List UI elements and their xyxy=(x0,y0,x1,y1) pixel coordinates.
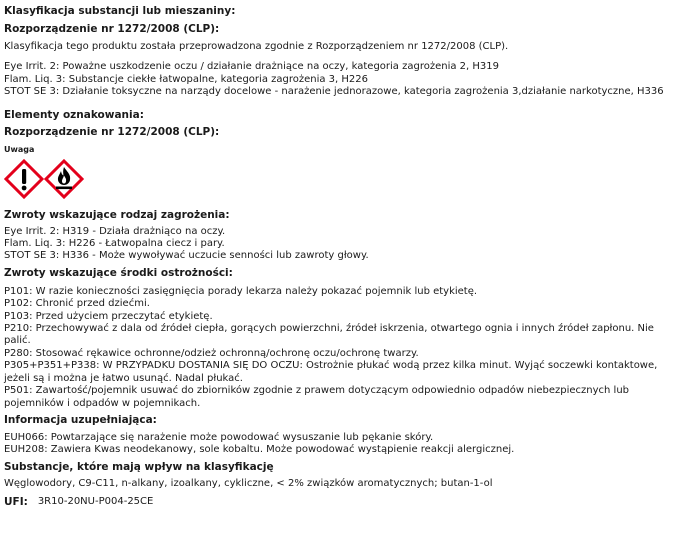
hazard-title: Zwroty wskazujące rodzaj zagrożenia: xyxy=(4,208,230,221)
precaution-item: P305+P351+P338: W PRZYPADKU DOSTANIA SIĘ DO OCZU: Ostrożnie płukać wodą przez kilka minut. Wyjąć soczewki kontaktowe, jeżeli są i można je łatwo usunąć. Nadal płukać. xyxy=(4,360,658,384)
ufi-row xyxy=(4,496,682,509)
classification-item: Flam. Liq. 3: Substancje ciekłe łatwopalne, kategoria zagrożenia 3, H226 xyxy=(4,73,369,85)
supplementary-item: EUH066: Powtarzające się narażenie może powodować wysuszanie lub pękanie skóry. xyxy=(4,431,434,443)
precaution-item: P501: Zawartość/pojemnik usuwać do zbiorników zgodnie z prawem dotyczącym odpowiednio odpadów niebezpiecznych lub pojemników i odpadów w pojemnikach. xyxy=(4,385,630,409)
precaution-title: Zwroty wskazujące środki ostrożności: xyxy=(4,266,233,279)
precaution-item: P101: W razie konieczności zasięgnięcia porady lekarza należy pokazać pojemnik lub etykietę. xyxy=(4,285,478,297)
classification-regulation: Rozporządzenie nr 1272/2008 (CLP): xyxy=(4,23,220,35)
hazard-item: Eye Irrit. 2: H319 - Działa drażniąco na oczy. xyxy=(4,225,226,237)
supplementary-item: EUH208: Zawiera Kwas neodekanowy, sole kobaltu. Może powodować wystąpienie reakcji alergicznej. xyxy=(4,444,515,456)
substances-text: Węglowodory, C9-C11, n-alkany, izoalkany, cykliczne, < 2% związków aromatycznych; butan-1-ol xyxy=(4,477,493,489)
classification-item: Eye Irrit. 2: Poważne uszkodzenie oczu / działanie drażniące na oczy, kategoria zagrożenia 2, H319 xyxy=(4,61,499,73)
substances-title: Substancje, które mają wpływ na klasyfikację xyxy=(4,460,274,473)
flame-icon xyxy=(44,159,84,199)
classification-title: Klasyfikacja substancji lub mieszaniny: xyxy=(4,5,236,17)
ufi-label: UFI: xyxy=(4,496,28,509)
pictogram-row xyxy=(4,159,682,201)
precaution-item: P210: Przechowywać z dala od źródeł ciepła, gorących powierzchni, źródeł iskrzenia, otwartego ognia i innych źródeł zapłonu. Nie palić. xyxy=(4,323,654,347)
hazard-item: Flam. Liq. 3: H226 - Łatwopalna ciecz i pary. xyxy=(4,238,225,250)
precaution-item: P280: Stosować rękawice ochronne/odzież ochronną/ochronę oczu/ochronę twarzy. xyxy=(4,347,419,359)
labelling-regulation: Rozporządzenie nr 1272/2008 (CLP): xyxy=(4,125,220,138)
precaution-item: P102: Chronić przed dziećmi. xyxy=(4,298,150,310)
ufi-code: 3R10-20NU-P004-25CE xyxy=(37,496,154,508)
classification-intro: Klasyfikacja tego produktu została przeprowadzona zgodnie z Rozporządzeniem nr 1272/2008 (CLP). xyxy=(4,41,509,52)
classification-item: STOT SE 3: Działanie toksyczne na narządy docelowe - narażenie jednorazowe, kategoria zagrożenia 3,działanie narkotyczne, H336 xyxy=(4,86,664,98)
supplementary-title: Informacja uzupełniająca: xyxy=(4,413,157,426)
exclamation-mark-icon xyxy=(4,159,44,199)
labelling-title: Elementy oznakowania: xyxy=(4,108,144,121)
hazard-item: STOT SE 3: H336 - Może wywoływać uczucie senności lub zawroty głowy. xyxy=(4,250,369,262)
signal-word: Uwaga xyxy=(4,144,35,154)
precaution-item: P103: Przed użyciem przeczytać etykietę. xyxy=(4,310,213,322)
